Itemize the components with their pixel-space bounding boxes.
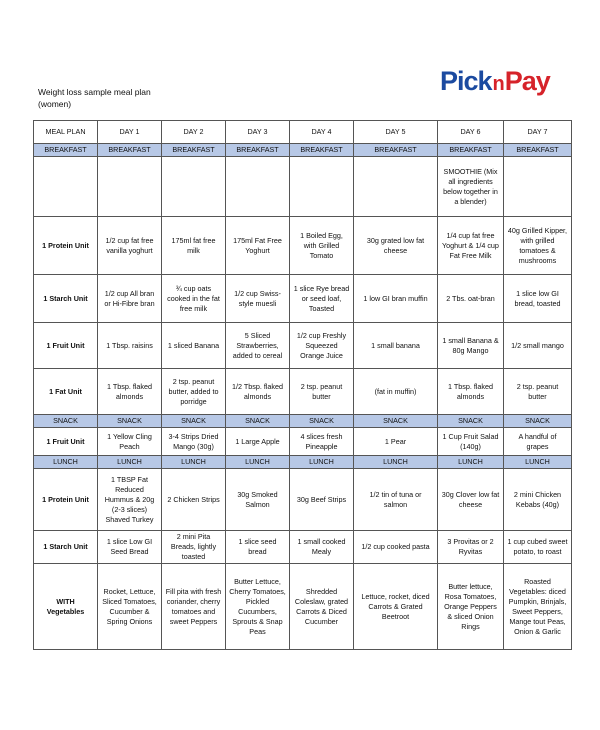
table-cell: SNACK [504, 415, 572, 428]
table-cell: 30g Smoked Salmon [226, 469, 290, 531]
title-line-2: (women) [38, 99, 72, 109]
table-cell: 4 slices fresh Pineapple [290, 428, 354, 456]
table-cell: 30g Beef Strips [290, 469, 354, 531]
table-cell: LUNCH [354, 456, 438, 469]
table-cell: 2 tsp. peanut butter [290, 369, 354, 415]
table-row [34, 157, 572, 217]
table-cell: 1/2 cup All bran or Hi-Fibre bran [98, 275, 162, 323]
table-cell: 2 Tbs. oat-bran [438, 275, 504, 323]
table-row [34, 369, 572, 415]
table-cell: 1 slice low GI bread, toasted [504, 275, 572, 323]
table-cell [290, 157, 354, 217]
table-cell: 5 Sliced Strawberries, added to cereal [226, 323, 290, 369]
table-cell: 1 Cup Fruit Salad (140g) [438, 428, 504, 456]
row-label: 1 Fat Unit [34, 369, 98, 415]
table-row [34, 323, 572, 369]
logo-n: n [492, 73, 504, 95]
row-label: 1 Starch Unit [34, 275, 98, 323]
column-header: DAY 2 [162, 121, 226, 144]
table-cell: SNACK [354, 415, 438, 428]
table-cell: 1/4 cup fat free Yoghurt & 1/4 cup Fat Free Milk [438, 217, 504, 275]
table-cell [354, 157, 438, 217]
table-row [34, 469, 572, 531]
row-label: BREAKFAST [34, 144, 98, 157]
section-row [34, 415, 572, 428]
table-cell: 1/2 tin of tuna or salmon [354, 469, 438, 531]
table-cell: 1 Large Apple [226, 428, 290, 456]
table-cell: 1/2 Tbsp. flaked almonds [226, 369, 290, 415]
row-label: 1 Protein Unit [34, 469, 98, 531]
table-cell: 1 Tbsp. flaked almonds [98, 369, 162, 415]
table-cell: 1/2 small mango [504, 323, 572, 369]
table-cell: SMOOTHIE (Mix all ingredients below together in a blender) [438, 157, 504, 217]
section-row [34, 144, 572, 157]
column-header: DAY 1 [98, 121, 162, 144]
table-cell: BREAKFAST [504, 144, 572, 157]
table-row [34, 531, 572, 564]
table-row [34, 428, 572, 456]
table-cell: 1 Tbsp. raisins [98, 323, 162, 369]
table-cell: SNACK [162, 415, 226, 428]
table-cell: BREAKFAST [290, 144, 354, 157]
table-cell: SNACK [226, 415, 290, 428]
table-cell: LUNCH [98, 456, 162, 469]
table-cell: 30g Clover low fat cheese [438, 469, 504, 531]
table-cell: 175ml fat free milk [162, 217, 226, 275]
document-title [38, 86, 151, 110]
table-cell [504, 157, 572, 217]
table-cell: BREAKFAST [162, 144, 226, 157]
table-cell: 1 small cooked Mealy [290, 531, 354, 564]
table-cell: SNACK [290, 415, 354, 428]
meal-plan-table [33, 120, 572, 650]
table-cell: 1/2 cup cooked pasta [354, 531, 438, 564]
table-cell: BREAKFAST [98, 144, 162, 157]
table-cell: 1 slice Rye bread or seed loaf, Toasted [290, 275, 354, 323]
column-header: DAY 6 [438, 121, 504, 144]
table-cell: 175ml Fat Free Yoghurt [226, 217, 290, 275]
logo-pick: Pick [440, 66, 492, 96]
table-cell: ¾ cup oats cooked in the fat free milk [162, 275, 226, 323]
table-cell: 3 Provitas or 2 Ryvitas [438, 531, 504, 564]
table-body [34, 144, 572, 650]
table-cell: 1 low GI bran muffin [354, 275, 438, 323]
table-cell: A handful of grapes [504, 428, 572, 456]
table-cell [226, 157, 290, 217]
row-label: SNACK [34, 415, 98, 428]
table-cell: Butter Lettuce, Cherry Tomatoes, Pickled Cucumbers, Sprouts & Snap Peas [226, 564, 290, 650]
table-cell: 40g Grilled Kipper, with grilled tomatoes & mushrooms [504, 217, 572, 275]
row-label: 1 Fruit Unit [34, 323, 98, 369]
table-cell: 2 Chicken Strips [162, 469, 226, 531]
column-header: DAY 3 [226, 121, 290, 144]
table-cell [162, 157, 226, 217]
table-cell: 3-4 Strips Dried Mango (30g) [162, 428, 226, 456]
table-cell: 1/2 cup fat free vanilla yoghurt [98, 217, 162, 275]
table-cell: 1 slice seed bread [226, 531, 290, 564]
table-cell: 1 TBSP Fat Reduced Hummus & 20g (2-3 slices) Shaved Turkey [98, 469, 162, 531]
table-cell: 1/2 cup Swiss-style muesli [226, 275, 290, 323]
logo-pay: Pay [504, 66, 550, 96]
table-cell: Shredded Coleslaw, grated Carrots & Diced Cucumber [290, 564, 354, 650]
row-label: 1 Starch Unit [34, 531, 98, 564]
table-row [34, 217, 572, 275]
table-cell [98, 157, 162, 217]
table-cell: LUNCH [290, 456, 354, 469]
table-cell: 1 Boiled Egg, with Grilled Tomato [290, 217, 354, 275]
table-cell: 1/2 cup Freshly Squeezed Orange Juice [290, 323, 354, 369]
row-label: 1 Fruit Unit [34, 428, 98, 456]
table-cell: 1 Yellow Cling Peach [98, 428, 162, 456]
table-cell: Fill pita with fresh coriander, cherry tomatoes and sweet Peppers [162, 564, 226, 650]
column-header: DAY 4 [290, 121, 354, 144]
pick-n-pay-logo [440, 66, 550, 99]
table-cell: 1 cup cubed sweet potato, to roast [504, 531, 572, 564]
table-cell: 30g grated low fat cheese [354, 217, 438, 275]
row-label: WITH Vegetables [34, 564, 98, 650]
table-cell: 2 tsp. peanut butter, added to porridge [162, 369, 226, 415]
row-label: 1 Protein Unit [34, 217, 98, 275]
table-cell: LUNCH [226, 456, 290, 469]
table-cell: 1 slice Low GI Seed Bread [98, 531, 162, 564]
table-cell: Roasted Vegetables: diced Pumpkin, Brinjals, Sweet Peppers, Mange tout Peas, Onion & Garlic [504, 564, 572, 650]
table-cell: 1 Tbsp. flaked almonds [438, 369, 504, 415]
table-cell: (fat in muffin) [354, 369, 438, 415]
column-header: MEAL PLAN [34, 121, 98, 144]
table-cell: LUNCH [504, 456, 572, 469]
table-cell: LUNCH [162, 456, 226, 469]
header-row [34, 121, 572, 144]
table-cell: 2 tsp. peanut butter [504, 369, 572, 415]
row-label [34, 157, 98, 217]
table-row [34, 564, 572, 650]
table-cell: 1 small Banana & 80g Mango [438, 323, 504, 369]
table-cell: 1 small banana [354, 323, 438, 369]
table-row [34, 275, 572, 323]
row-label: LUNCH [34, 456, 98, 469]
table-cell: BREAKFAST [226, 144, 290, 157]
table-cell: BREAKFAST [438, 144, 504, 157]
table-cell: LUNCH [438, 456, 504, 469]
table-cell: 1 Pear [354, 428, 438, 456]
column-header: DAY 5 [354, 121, 438, 144]
table-cell: Butter lettuce, Rosa Tomatoes, Orange Peppers & sliced Onion Rings [438, 564, 504, 650]
table-cell: Lettuce, rocket, diced Carrots & Grated Beetroot [354, 564, 438, 650]
table-cell: BREAKFAST [354, 144, 438, 157]
table-cell: Rocket, Lettuce, Sliced Tomatoes, Cucumber & Spring Onions [98, 564, 162, 650]
column-header: DAY 7 [504, 121, 572, 144]
title-line-1: Weight loss sample meal plan [38, 87, 151, 97]
section-row [34, 456, 572, 469]
table-cell: 1 sliced Banana [162, 323, 226, 369]
table-cell: 2 mini Chicken Kebabs (40g) [504, 469, 572, 531]
table-cell: SNACK [438, 415, 504, 428]
table-cell: SNACK [98, 415, 162, 428]
table-cell: 2 mini Pita Breads, lightly toasted [162, 531, 226, 564]
